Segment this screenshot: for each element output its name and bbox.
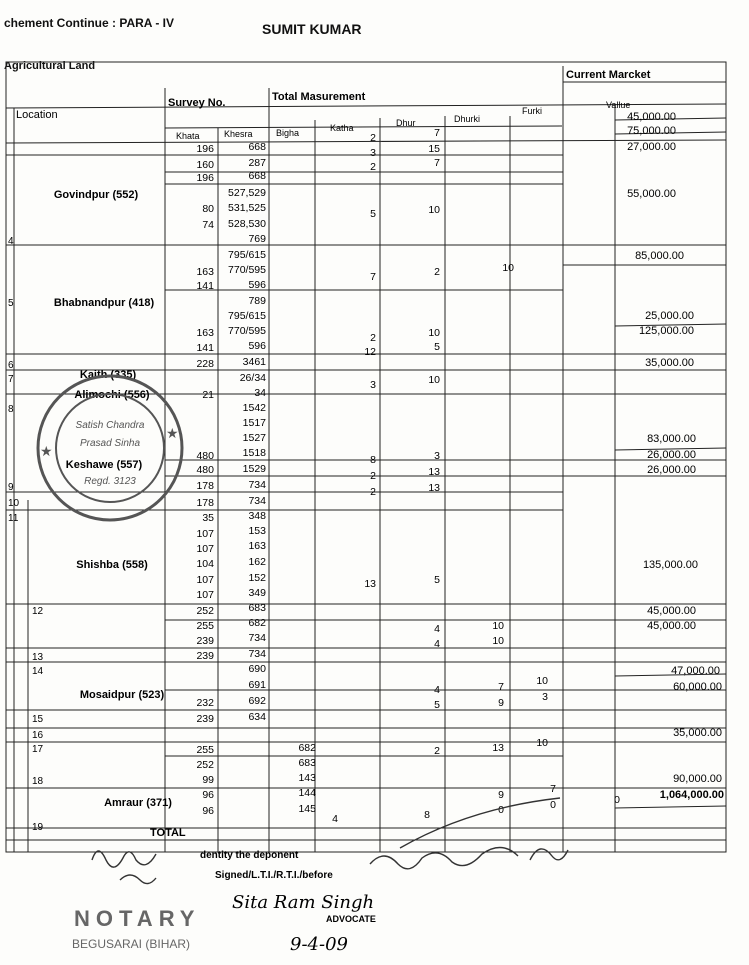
location-name: Bhabnandpur (418) <box>53 297 155 309</box>
location-name: Amraur (371) <box>104 797 172 809</box>
khesra-cell: 734 <box>248 632 266 644</box>
khesra-cell: 531,525 <box>228 202 266 214</box>
value-cell: 35,000.00 <box>673 727 722 739</box>
dhur-cell: 10 <box>428 374 440 386</box>
dhur-cell: 7 <box>434 127 440 139</box>
khesra-cell: 1542 <box>242 402 266 414</box>
khata-cell: 107 <box>196 574 214 586</box>
katha-cell: 2 <box>370 486 376 498</box>
katha-cell: 4 <box>434 638 440 650</box>
value-cell: 27,000.00 <box>627 141 676 153</box>
khesra-cell: 795/615 <box>228 249 266 261</box>
header-total: Total Masurement <box>272 91 366 103</box>
header-khesra: Khesra <box>224 129 253 139</box>
row-number: 9 <box>8 482 14 493</box>
khata-cell: 80 <box>202 203 214 215</box>
dhur-cell: 13 <box>428 466 440 478</box>
khata-cell: 480 <box>196 450 214 462</box>
khesra-cell: 34 <box>254 387 266 399</box>
dhur-cell: 13 <box>492 742 504 754</box>
khesra-cell: 770/595 <box>228 264 266 276</box>
dhurki-cell: 10 <box>536 675 548 687</box>
khesra-cell: 691 <box>248 679 266 691</box>
khata-cell: 107 <box>196 589 214 601</box>
dhurki-cell: 10 <box>536 737 548 749</box>
khesra-cell: 527,529 <box>228 187 266 199</box>
value-cell: 75,000.00 <box>627 125 676 137</box>
location-name: Mosaidpur (523) <box>79 689 165 701</box>
row-number: 14 <box>32 666 44 677</box>
khata-cell: 141 <box>196 280 214 292</box>
header-market: Current Marcket <box>566 69 651 81</box>
dhur-cell: 10 <box>492 620 504 632</box>
row-number: 17 <box>32 744 44 755</box>
khata-cell: 163 <box>196 266 214 278</box>
khata-cell: 239 <box>196 635 214 647</box>
dhur-cell: 10 <box>428 204 440 216</box>
khesra-cell: 1517 <box>242 417 266 429</box>
dhur-cell: 3 <box>434 450 440 462</box>
page-title: SUMIT KUMAR <box>262 21 362 37</box>
header-location: Location <box>16 109 58 121</box>
row-number: 19 <box>32 822 44 833</box>
row-number: 18 <box>32 776 44 787</box>
header-dhurki: Dhurki <box>454 114 481 124</box>
dhurki-cell: 10 <box>502 262 514 274</box>
khesra-cell: 163 <box>248 540 266 552</box>
header-value: Vallue <box>606 100 631 110</box>
khata-cell: 74 <box>202 219 214 231</box>
katha-cell: 8 <box>370 454 376 466</box>
value-cell: 135,000.00 <box>642 559 698 571</box>
khata-cell: 96 <box>202 789 214 801</box>
notary-place: BEGUSARAI (BIHAR) <box>72 937 191 951</box>
khesra-cell: 596 <box>248 340 266 352</box>
khesra-cell: 692 <box>248 695 266 707</box>
total-furki: 0 <box>614 794 620 806</box>
value-cell: 26,000.00 <box>647 464 696 476</box>
value-cell: 55,000.00 <box>627 188 676 200</box>
khata-cell: 107 <box>196 528 214 540</box>
value-cell: 90,000.00 <box>673 773 722 785</box>
row-number: 11 <box>8 513 19 524</box>
header-dhur: Dhur <box>396 118 416 128</box>
section-title: Agricultural Land <box>4 60 96 72</box>
header-survey: Survey No. <box>168 97 226 109</box>
stamp-text: Regd. 3123 <box>84 476 136 487</box>
khesra-cell: 1518 <box>242 447 266 459</box>
khata-cell: 239 <box>196 650 214 662</box>
khata-cell: 141 <box>196 342 214 354</box>
katha-cell: 4 <box>434 684 440 696</box>
value-cell: 60,000.00 <box>673 681 722 693</box>
khata-cell: 107 <box>196 543 214 555</box>
katha-cell: 4 <box>434 623 440 635</box>
total-bigha: 4 <box>332 813 338 825</box>
katha-cell: 13 <box>364 578 376 590</box>
location-name: Keshawe (557) <box>65 459 143 471</box>
khesra-cell: 145 <box>298 803 316 815</box>
total-katha: 8 <box>424 809 430 821</box>
value-cell: 85,000.00 <box>635 250 684 262</box>
identity-text: dentity the deponent <box>200 850 299 861</box>
dhur-cell: 15 <box>428 143 440 155</box>
value-cell: 45,000.00 <box>647 620 696 632</box>
dhur-cell: 2 <box>434 266 440 278</box>
dhur-cell: 5 <box>434 341 440 353</box>
header-katha: Katha <box>330 123 354 133</box>
khata-cell: 255 <box>196 744 214 756</box>
khesra-cell: 770/595 <box>228 325 266 337</box>
khesra-cell: 349 <box>248 587 266 599</box>
value-cell: 47,000.00 <box>671 665 720 677</box>
katha-cell: 2 <box>370 161 376 173</box>
row-number: 6 <box>8 360 14 371</box>
khata-cell: 252 <box>196 605 214 617</box>
khesra-cell: 1529 <box>242 463 266 475</box>
khata-cell: 178 <box>196 497 214 509</box>
khata-cell: 21 <box>202 389 214 401</box>
dhurki-cell: 0 <box>550 799 556 811</box>
khesra-cell: 668 <box>248 170 266 182</box>
signature-name: Sita Ram Singh <box>232 892 375 913</box>
khesra-cell: 144 <box>298 787 316 799</box>
katha-cell: 2 <box>434 745 440 757</box>
stamp-text: Prasad Sinha <box>79 438 141 449</box>
row-number: 8 <box>8 404 14 415</box>
value-cell: 83,000.00 <box>647 433 696 445</box>
khesra-cell: 153 <box>248 525 266 537</box>
header-khata: Khata <box>176 131 200 141</box>
location-name: Govindpur (552) <box>53 189 139 201</box>
dhur-cell: 7 <box>434 157 440 169</box>
khata-cell: 160 <box>196 159 214 171</box>
khata-cell: 228 <box>196 358 214 370</box>
dhur-cell: 5 <box>434 574 440 586</box>
khesra-cell: 734 <box>248 495 266 507</box>
khesra-cell: 795/615 <box>228 310 266 322</box>
row-number: 12 <box>32 606 44 617</box>
value-cell: 45,000.00 <box>627 111 676 123</box>
signature-date: 9-4-09 <box>290 934 348 955</box>
value-cell: 1,064,000.00 <box>659 789 724 801</box>
katha-cell: 5 <box>434 699 440 711</box>
khata-cell: 196 <box>196 143 214 155</box>
khata-cell: 196 <box>196 172 214 184</box>
khesra-cell: 682 <box>248 617 266 629</box>
khesra-cell: 683 <box>248 602 266 614</box>
location-name: Shishba (558) <box>76 559 148 571</box>
katha-cell: 2 <box>370 470 376 482</box>
dhur-cell: 10 <box>492 635 504 647</box>
khesra-cell: 162 <box>248 556 266 568</box>
khesra-cell: 682 <box>298 742 316 754</box>
advocate-label: ADVOCATE <box>326 914 376 924</box>
khesra-cell: 348 <box>248 510 266 522</box>
khata-cell: 104 <box>196 558 214 570</box>
katha-cell: 3 <box>370 379 376 391</box>
katha-cell: 2 <box>370 132 376 144</box>
dhur-cell: 10 <box>428 327 440 339</box>
value-cell: 25,000.00 <box>645 310 694 322</box>
khesra-cell: 287 <box>248 157 266 169</box>
khata-cell: 232 <box>196 697 214 709</box>
star-icon: ★ <box>166 425 179 441</box>
stamp-text: Satish Chandra <box>75 420 145 431</box>
signed-text: Signed/L.T.I./R.T.I./before <box>215 870 333 881</box>
khata-cell: 252 <box>196 759 214 771</box>
khata-cell: 35 <box>202 512 214 524</box>
dhurki-cell: 3 <box>542 691 548 703</box>
khesra-cell: 683 <box>298 757 316 769</box>
khesra-cell: 690 <box>248 663 266 675</box>
row-number: 15 <box>32 714 44 725</box>
khesra-cell: 26/34 <box>239 372 266 384</box>
khesra-cell: 769 <box>248 233 266 245</box>
notary-label: NOTARY <box>74 906 201 931</box>
katha-cell: 5 <box>370 208 376 220</box>
total-label: TOTAL <box>150 827 186 839</box>
khesra-cell: 152 <box>248 572 266 584</box>
khesra-cell: 734 <box>248 648 266 660</box>
value-cell: 35,000.00 <box>645 357 694 369</box>
katha-cell: 2 <box>370 332 376 344</box>
khesra-cell: 668 <box>248 141 266 153</box>
khata-cell: 255 <box>196 620 214 632</box>
row-number: 10 <box>8 498 20 509</box>
dhur-cell: 0 <box>498 804 504 816</box>
katha-cell: 12 <box>364 346 376 358</box>
location-name: Alimochi (556) <box>74 389 150 401</box>
header-furki: Furki <box>522 106 542 116</box>
khesra-cell: 143 <box>298 772 316 784</box>
dhur-cell: 9 <box>498 697 504 709</box>
dhur-cell: 7 <box>498 681 504 693</box>
khata-cell: 99 <box>202 774 214 786</box>
khesra-cell: 596 <box>248 279 266 291</box>
khata-cell: 96 <box>202 805 214 817</box>
dhur-cell: 9 <box>498 789 504 801</box>
khesra-cell: 734 <box>248 479 266 491</box>
row-number: 13 <box>32 652 44 663</box>
khesra-cell: 528,530 <box>228 218 266 230</box>
header-bigha: Bigha <box>276 128 300 138</box>
dhurki-cell: 7 <box>550 783 556 795</box>
row-number: 4 <box>8 236 14 247</box>
row-number: 16 <box>32 730 44 741</box>
khesra-cell: 3461 <box>242 356 266 368</box>
khata-cell: 480 <box>196 464 214 476</box>
khata-cell: 239 <box>196 713 214 725</box>
row-number: 5 <box>8 298 14 309</box>
row-number: 7 <box>8 374 14 385</box>
value-cell: 26,000.00 <box>647 449 696 461</box>
khesra-cell: 634 <box>248 711 266 723</box>
katha-cell: 7 <box>370 271 376 283</box>
value-cell: 125,000.00 <box>638 325 694 337</box>
katha-cell: 3 <box>370 147 376 159</box>
dhur-cell: 13 <box>428 482 440 494</box>
khata-cell: 178 <box>196 480 214 492</box>
khesra-cell: 789 <box>248 295 266 307</box>
continuation-label: chement Continue : PARA - IV <box>4 16 175 30</box>
star-icon: ★ <box>40 443 53 459</box>
location-name: Kaith (335) <box>79 369 137 381</box>
value-cell: 45,000.00 <box>647 605 696 617</box>
khesra-cell: 1527 <box>242 432 266 444</box>
khata-cell: 163 <box>196 327 214 339</box>
